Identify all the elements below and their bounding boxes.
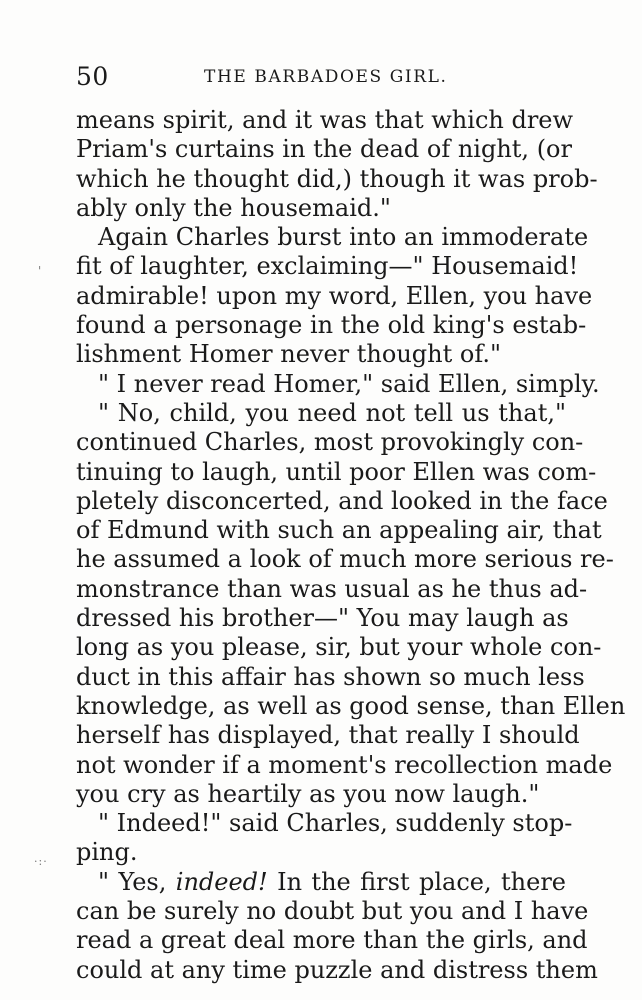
running-head [76,62,566,94]
page-number: 50 [76,62,109,91]
text-line: monstrance than was usual as he thus ad- [76,574,588,603]
line-part: In the first place, there [267,867,567,896]
text-line: Again Charles burst into an immoderate [98,223,589,252]
text-line [76,868,566,897]
margin-mark: ' [38,264,42,278]
running-title: THE BARBADOES GIRL. [204,67,448,87]
text-line: read a great deal more than the girls, and [76,926,588,955]
text-line: " I never read Homer," said Ellen, simply. [98,369,600,398]
text-line: could at any time puzzle and distress them [76,955,598,984]
text-line: which he thought did,) though it was prob- [76,164,598,193]
text-line: long as you please, sir, but your whole con- [76,633,602,662]
text-line: herself has displayed, that really I should [76,721,580,750]
text-line: Priam's curtains in the dead of night, (or [76,135,572,164]
text-line: fit of laughter, exclaiming—" Housemaid! [76,252,579,281]
italic-emphasis: indeed! [175,867,268,896]
text-line: pletely disconcerted, and looked in the face [76,486,608,515]
text-line: " Indeed!" said Charles, suddenly stop- [98,809,573,838]
margin-mark: ·:· [34,855,48,868]
text-line: can be surely no doubt but you and I have [76,897,589,926]
body-text [76,106,626,985]
text-line: duct in this affair has shown so much less [76,662,585,691]
text-line: ping. [76,838,138,867]
text-line: not wonder if a moment's recollection made [76,750,613,779]
text-line: " No, child, you need not tell us that," [98,398,566,427]
text-line: dressed his brother—" You may laugh as [76,604,569,633]
text-line: you cry as heartily as you now laugh." [76,779,540,808]
text-line: ably only the housemaid." [76,193,391,222]
text-line: tinuing to laugh, until poor Ellen was com- [76,457,597,486]
text-line: of Edmund with such an appealing air, that [76,516,602,545]
text-line: continued Charles, most provokingly con- [76,428,584,457]
text-line: means spirit, and it was that which drew [76,106,574,134]
text-line: lishment Homer never thought of." [76,340,502,369]
text-line: found a personage in the old king's estab- [76,311,587,340]
line-part: " Yes, [98,867,176,896]
text-line: knowledge, as well as good sense, than Ellen [76,691,626,720]
text-line: admirable! upon my word, Ellen, you have [76,281,593,310]
text-line: he assumed a look of much more serious re- [76,545,614,574]
